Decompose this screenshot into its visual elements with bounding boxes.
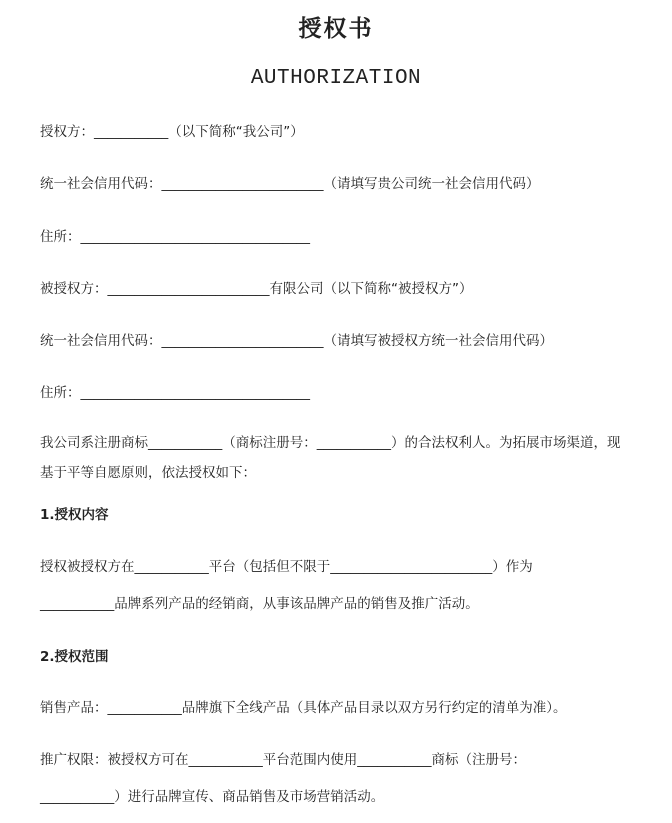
section-1-text-line-1: 授权被授权方在___________平台（包括但不限于________________________）作为 xyxy=(40,559,533,575)
section-2-heading: 2.授权范围 xyxy=(40,649,109,665)
section-2-products-line: 销售产品：___________品牌旗下全线产品（具体产品目录以双方另行约定的清单为准）。 xyxy=(40,700,567,716)
grantee-address-line: 住所：__________________________________ xyxy=(40,385,310,401)
section-2-promotion-line-2: ___________）进行品牌宣传、商品销售及市场营销活动。 xyxy=(40,789,385,805)
grantor-address-line: 住所：__________________________________ xyxy=(40,229,310,245)
grantee-credit-code-line: 统一社会信用代码：________________________（请填写被授权方统一社会信用代码） xyxy=(40,333,553,349)
grantee-line: 被授权方：________________________有限公司（以下简称“被授权方”） xyxy=(40,281,473,297)
section-1-text-line-2: ___________品牌系列产品的经销商，从事该品牌产品的销售及推广活动。 xyxy=(40,596,479,612)
document-subtitle: AUTHORIZATION xyxy=(250,67,422,90)
grantor-credit-code-line: 统一社会信用代码：________________________（请填写贵公司统一社会信用代码） xyxy=(40,176,540,192)
document-title: 授权书 xyxy=(298,15,374,42)
section-2-promotion-line-1: 推广权限：被授权方可在___________平台范围内使用___________商标（注册号： xyxy=(40,752,526,768)
grantor-line: 授权方：___________（以下简称“我公司”） xyxy=(40,124,304,140)
section-1-heading: 1.授权内容 xyxy=(40,507,109,523)
authorization-statement: 我公司系注册商标___________（商标注册号：___________）的合法权利人。为拓展市场渠道，现基于平等自愿原则，依法授权如下： xyxy=(40,435,621,481)
